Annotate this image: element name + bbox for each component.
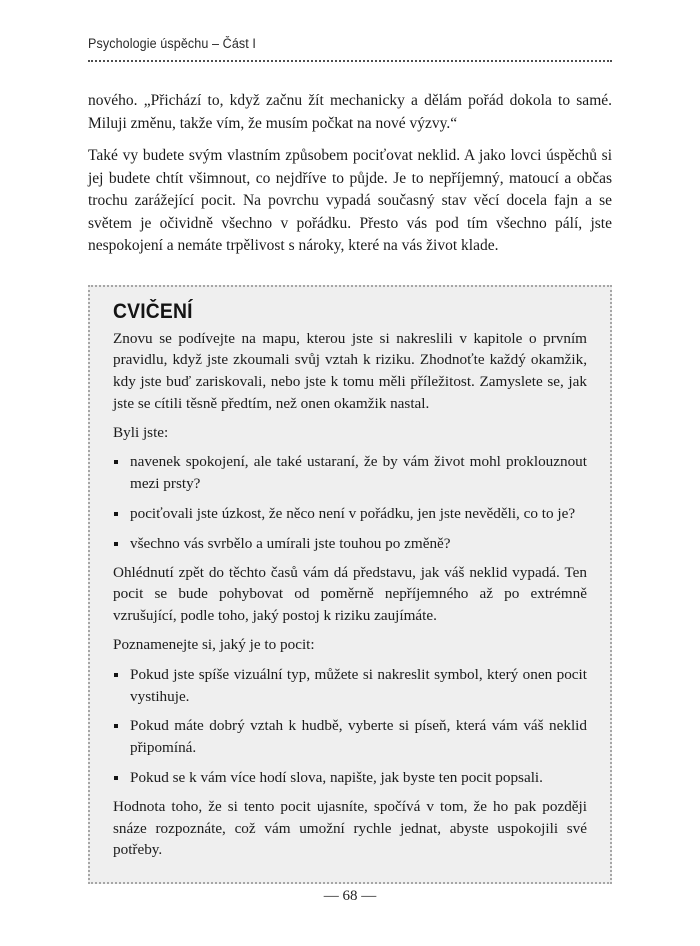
list-item-text: Pokud se k vám více hodí slova, napište, jak byste ten pocit popsali. xyxy=(130,769,543,787)
exercise-list2-lead: Poznamenejte si, jaký je to pocit: xyxy=(113,636,315,654)
body-paragraph-1: nového. „Přichází to, když začnu žít mechanicky a dělám pořád dokola to samé. Miluji změnu, takže vím, že musím počkat na nové výzvy.“ xyxy=(88,92,612,132)
bullet-square-icon xyxy=(114,512,118,516)
list-item-text: všechno vás svrbělo a umírali jste touhou po změně? xyxy=(130,534,451,552)
list-item-text: navenek spokojení, ale také ustaraní, že by vám život mohl proklouznout mezi prsty? xyxy=(130,453,587,493)
bullet-square-icon xyxy=(114,673,118,677)
list-item-text: Pokud máte dobrý vztah k hudbě, vyberte si píseň, která vám váš neklid připomíná. xyxy=(130,717,587,757)
exercise-middle: Ohlédnutí zpět do těchto časů vám dá představu, jak váš neklid vypadá. Ten pocit se bude pohybovat od poměrně nepříjemného až po extrémně vzrušující, podle toho, jaký postoj k riziku zaujímáte. xyxy=(113,563,587,625)
exercise-box xyxy=(88,285,612,885)
exercise-box-title: CVIČENÍ xyxy=(113,299,193,323)
list-item xyxy=(113,451,587,495)
exercise-list1-lead: Byli jste: xyxy=(113,423,169,441)
list-item xyxy=(113,767,587,789)
list-item-text: pociťovali jste úzkost, že něco není v pořádku, jen jste nevěděli, co to je? xyxy=(130,505,576,523)
bullet-square-icon xyxy=(114,724,118,728)
list-item-text: Pokud jste spíše vizuální typ, můžete si nakreslit symbol, který onen pocit vystihuje. xyxy=(130,665,587,705)
running-header-rule xyxy=(88,0,612,62)
body-paragraph-2: Také vy budete svým vlastním způsobem pociťovat neklid. A jako lovci úspěchů si jej budete chtít všimnout, co nejdříve to půjde. Je to nepříjemný, matoucí a občas trochu zarážející pocit. Na povrchu vypadá současný stav věcí docela fajn a se světem je očividně všechno v pořádku. Přesto vás pod tím všechno pálí, jste nespokojení a nemáte trpělivost s nároky, které na vás život klade. xyxy=(88,147,612,254)
list-item xyxy=(113,715,587,759)
exercise-intro: Znovu se podívejte na mapu, kterou jste si nakreslili v kapitole o prvním pravidlu, když jste zkoumali svůj vztah k riziku. Zhodnoťte každý okamžik, kdy jste buď zariskovali, nebo jste k tomu měli příležitost. Zamyslete se, jak jste se cítili těsně předtím, než onen okamžik nastal. xyxy=(113,329,587,412)
list-item xyxy=(113,664,587,708)
list-item xyxy=(113,533,587,555)
page-number: — 68 — xyxy=(323,888,377,904)
bullet-square-icon xyxy=(114,542,118,546)
exercise-list-2 xyxy=(113,664,587,789)
exercise-list-1 xyxy=(113,451,587,554)
running-header: Psychologie úspěchu – Část I xyxy=(88,36,257,51)
list-item xyxy=(113,503,587,525)
bullet-square-icon xyxy=(114,776,118,780)
bullet-square-icon xyxy=(114,460,118,464)
exercise-outro: Hodnota toho, že si tento pocit ujasníte, spočívá v tom, že ho pak později snáze rozpoznáte, což vám umožní rychle jednat, abyste uspokojili své potřeby. xyxy=(113,797,587,859)
